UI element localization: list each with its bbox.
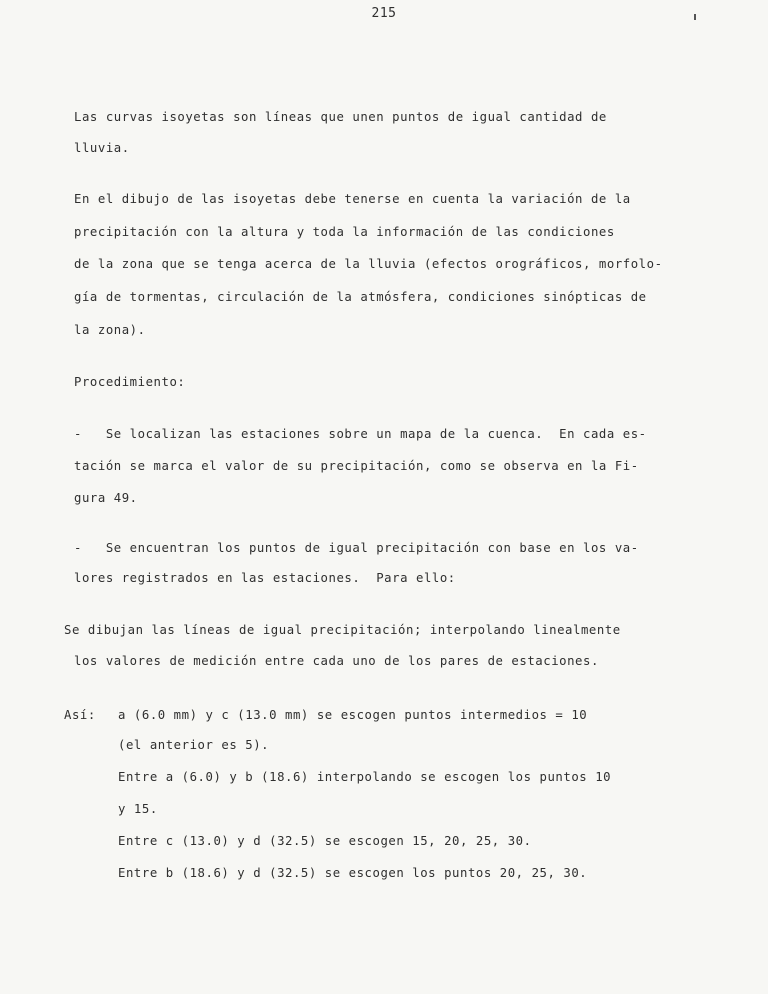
scan-mark [694, 14, 696, 20]
text-line: los valores de medición entre cada uno de los pares de estaciones. [74, 654, 599, 668]
text-line: Se dibujan las líneas de igual precipitación; interpolando linealmente [64, 623, 621, 637]
bullet-line: gura 49. [74, 491, 138, 505]
text-line: Las curvas isoyetas son líneas que unen puntos de igual cantidad de [74, 110, 607, 124]
bullet-line: lores registrados en las estaciones. Para ello: [74, 571, 456, 585]
bullet-line: tación se marca el valor de su precipitación, como se observa en la Fi- [74, 459, 639, 473]
example-line: (el anterior es 5). [118, 738, 270, 752]
example-line: a (6.0 mm) y c (13.0 mm) se escogen puntos intermedios = 10 [118, 708, 588, 722]
text-line: gía de tormentas, circulación de la atmósfera, condiciones sinópticas de [74, 290, 647, 304]
bullet-line: - Se localizan las estaciones sobre un mapa de la cuenca. En cada es- [74, 427, 647, 441]
section-heading: Procedimiento: [74, 375, 186, 389]
example-line: y 15. [118, 802, 158, 816]
text-line: lluvia. [74, 141, 130, 155]
example-line: Entre a (6.0) y b (18.6) interpolando se escogen los puntos 10 [118, 770, 612, 784]
example-line: Entre c (13.0) y d (32.5) se escogen 15, 20, 25, 30. [118, 834, 532, 848]
text-line: precipitación con la altura y toda la información de las condiciones [74, 225, 615, 239]
example-label: Así: [64, 708, 96, 722]
text-line: la zona). [74, 323, 146, 337]
example-line: Entre b (18.6) y d (32.5) se escogen los puntos 20, 25, 30. [118, 866, 588, 880]
text-line: de la zona que se tenga acerca de la lluvia (efectos orográficos, morfolo- [74, 257, 663, 271]
text-line: En el dibujo de las isoyetas debe tenerse en cuenta la variación de la [74, 192, 631, 206]
page-number: 215 [371, 6, 397, 21]
bullet-line: - Se encuentran los puntos de igual precipitación con base en los va- [74, 541, 639, 555]
